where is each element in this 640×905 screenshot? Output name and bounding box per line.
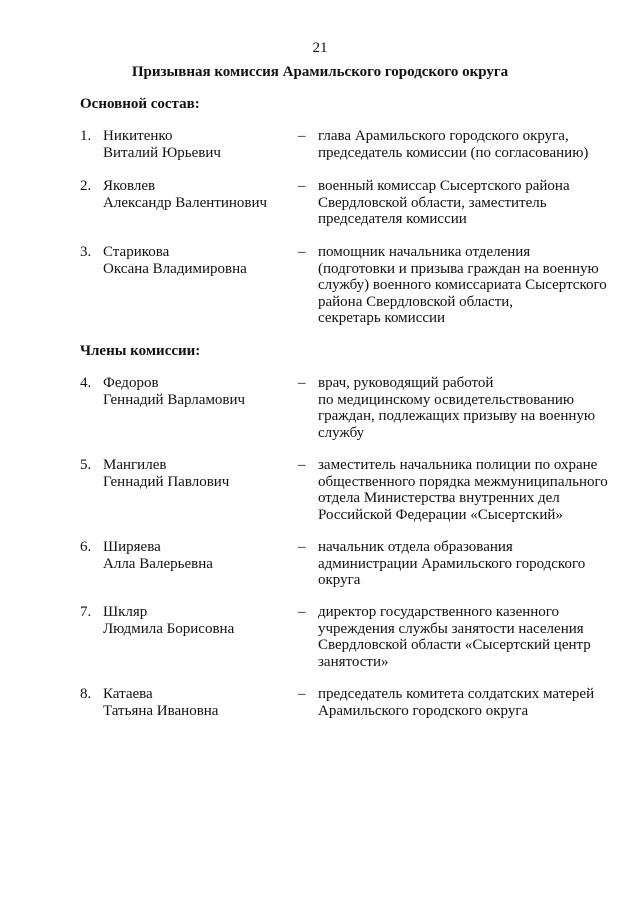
member-role — [318, 686, 628, 719]
role-line: начальник отдела образования — [318, 539, 513, 555]
entry-number: 1. — [80, 128, 92, 144]
role-line: Российской Федерации «Сысертский» — [318, 506, 563, 523]
role-line: администрации Арамильского городского — [318, 555, 586, 572]
member-given-name: Александр Валентинович — [103, 194, 268, 211]
role-line: по медицинскому освидетельствованию — [318, 391, 575, 408]
section-heading-main: Основной состав: — [80, 96, 200, 112]
member-surname: Яковлев — [103, 178, 156, 194]
dash-separator: – — [298, 244, 306, 260]
member-role — [318, 178, 628, 228]
role-line: председатель комитета солдатских матерей — [318, 686, 595, 702]
role-line: директор государственного казенного — [318, 604, 560, 620]
member-surname: Катаева — [103, 686, 153, 702]
role-line: района Свердловской области, — [318, 293, 514, 310]
member-given-name: Геннадий Варламович — [103, 391, 246, 408]
member-role — [318, 128, 628, 161]
member-given-name: Людмила Борисовна — [103, 620, 235, 637]
member-role — [318, 604, 628, 670]
role-line: (подготовки и призыва граждан на военную — [318, 260, 599, 277]
page-number: 21 — [312, 40, 328, 56]
role-line: военный комиссар Сысертского района — [318, 178, 570, 194]
role-line: отдела Министерства внутренних дел — [318, 490, 560, 506]
member-surname: Никитенко — [103, 128, 173, 144]
member-surname: Шкляр — [103, 604, 148, 620]
entry-number: 2. — [80, 178, 92, 194]
role-line: Свердловской области, заместитель — [318, 194, 547, 211]
member-surname: Ширяева — [103, 539, 161, 555]
member-name — [103, 178, 293, 211]
role-line: врач, руководящий работой — [318, 375, 494, 391]
role-line: общественного порядка межмуниципального — [318, 473, 608, 490]
member-role — [318, 539, 628, 589]
role-line: заместитель начальника полиции по охране — [318, 457, 598, 473]
role-line: Арамильского городского округа — [318, 702, 529, 719]
role-line: занятости» — [318, 653, 389, 670]
member-surname: Мангилев — [103, 457, 167, 473]
section-heading-members: Члены комиссии: — [80, 343, 201, 359]
member-name — [103, 128, 293, 161]
member-surname: Федоров — [103, 375, 159, 391]
role-line: службу) военного комиссариата Сысертского — [318, 277, 607, 293]
role-line: Свердловской области «Сысертский центр — [318, 637, 591, 653]
member-role — [318, 457, 628, 523]
dash-separator: – — [298, 604, 306, 620]
member-name — [103, 375, 293, 408]
role-line: глава Арамильского городского округа, — [318, 128, 569, 144]
entry-number: 8. — [80, 686, 92, 702]
document-title: Призывная комиссия Арамильского городского округа — [131, 64, 509, 80]
member-surname: Старикова — [103, 244, 170, 260]
entry-number: 6. — [80, 539, 92, 555]
member-name — [103, 457, 293, 490]
dash-separator: – — [298, 539, 306, 555]
role-line: секретарь комиссии — [318, 310, 446, 326]
entry-number: 5. — [80, 457, 92, 473]
member-name — [103, 686, 293, 719]
role-line: учреждения службы занятости населения — [318, 620, 584, 637]
entry-number: 3. — [80, 244, 92, 260]
dash-separator: – — [298, 128, 306, 144]
member-given-name: Алла Валерьевна — [103, 555, 213, 572]
member-name — [103, 604, 293, 637]
role-line: председателя комиссии — [318, 211, 467, 227]
role-line: округа — [318, 572, 361, 588]
entry-number: 7. — [80, 604, 92, 620]
member-name — [103, 244, 293, 277]
role-line: помощник начальника отделения — [318, 244, 531, 260]
dash-separator: – — [298, 686, 306, 702]
role-line: граждан, подлежащих призыву на военную — [318, 408, 596, 424]
role-line: службу — [318, 424, 365, 441]
member-role — [318, 244, 628, 327]
member-given-name: Оксана Владимировна — [103, 260, 247, 277]
role-line: председатель комиссии (по согласованию) — [318, 144, 589, 161]
member-given-name: Виталий Юрьевич — [103, 144, 221, 161]
member-given-name: Татьяна Ивановна — [103, 702, 219, 719]
dash-separator: – — [298, 375, 306, 391]
member-name — [103, 539, 293, 572]
member-role — [318, 375, 628, 441]
dash-separator: – — [298, 178, 306, 194]
member-given-name: Геннадий Павлович — [103, 473, 230, 490]
dash-separator: – — [298, 457, 306, 473]
entry-number: 4. — [80, 375, 92, 391]
